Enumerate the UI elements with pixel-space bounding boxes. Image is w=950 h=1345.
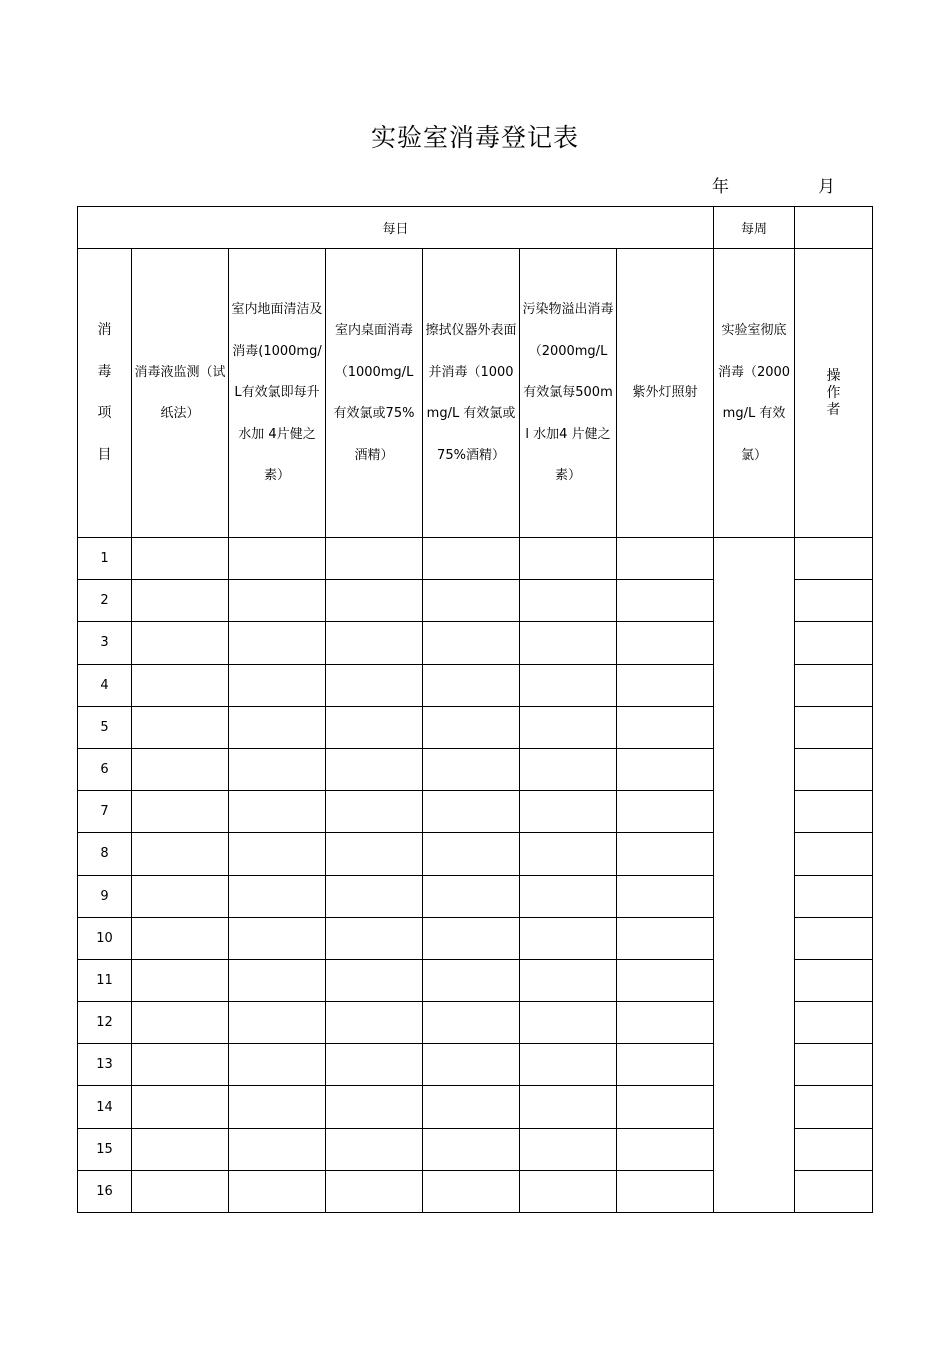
page-title: 实验室消毒登记表 (370, 123, 579, 152)
entry-cell[interactable] (520, 1044, 617, 1086)
row-number: 7 (78, 791, 132, 833)
header-weekly: 每周 (714, 207, 795, 249)
operator-cell[interactable] (795, 622, 873, 664)
row-number: 12 (78, 1002, 132, 1044)
entry-cell[interactable] (617, 664, 714, 706)
entry-cell[interactable] (423, 664, 520, 706)
operator-cell[interactable] (795, 791, 873, 833)
row-number: 4 (78, 664, 132, 706)
row-number: 6 (78, 748, 132, 790)
entry-cell[interactable] (617, 791, 714, 833)
operator-cell[interactable] (795, 748, 873, 790)
year-label: 年 (712, 177, 729, 197)
header-col-4: 擦拭仪器外表面并消毒（1000mg/L 有效氯或75%酒精） (423, 249, 520, 538)
entry-cell[interactable] (617, 1170, 714, 1212)
entry-cell[interactable] (423, 875, 520, 917)
entry-cell[interactable] (132, 1086, 229, 1128)
entry-cell[interactable] (520, 959, 617, 1001)
entry-cell[interactable] (423, 748, 520, 790)
entry-cell[interactable] (326, 1128, 423, 1170)
entry-cell[interactable] (326, 580, 423, 622)
operator-cell[interactable] (795, 1044, 873, 1086)
header-col-5: 污染物溢出消毒（2000mg/L 有效氯每500ml 水加4 片健之素） (520, 249, 617, 538)
operator-cell[interactable] (795, 706, 873, 748)
entry-cell[interactable] (132, 833, 229, 875)
entry-cell[interactable] (326, 538, 423, 580)
operator-cell[interactable] (795, 1128, 873, 1170)
entry-cell[interactable] (617, 833, 714, 875)
row-number: 2 (78, 580, 132, 622)
entry-cell[interactable] (520, 538, 617, 580)
row-number: 13 (78, 1044, 132, 1086)
entry-cell[interactable] (132, 917, 229, 959)
entry-cell[interactable] (326, 664, 423, 706)
entry-cell[interactable] (617, 538, 714, 580)
entry-cell[interactable] (229, 959, 326, 1001)
entry-cell[interactable] (229, 580, 326, 622)
header-col-1: 消毒液监测（试纸法） (132, 249, 229, 538)
entry-cell[interactable] (520, 917, 617, 959)
entry-cell[interactable] (423, 580, 520, 622)
operator-cell[interactable] (795, 580, 873, 622)
entry-cell[interactable] (229, 1128, 326, 1170)
entry-cell[interactable] (229, 833, 326, 875)
entry-cell[interactable] (229, 538, 326, 580)
entry-cell[interactable] (423, 706, 520, 748)
row-number: 1 (78, 538, 132, 580)
row-number: 15 (78, 1128, 132, 1170)
entry-cell[interactable] (326, 1002, 423, 1044)
entry-cell[interactable] (132, 538, 229, 580)
disinfection-register-table (77, 206, 873, 1213)
entry-cell[interactable] (520, 580, 617, 622)
entry-cell[interactable] (326, 791, 423, 833)
entry-cell[interactable] (326, 748, 423, 790)
header-operator: 操作者 (795, 249, 873, 538)
entry-cell[interactable] (229, 1044, 326, 1086)
entry-cell[interactable] (229, 706, 326, 748)
entry-cell[interactable] (132, 1044, 229, 1086)
entry-cell[interactable] (520, 748, 617, 790)
operator-cell[interactable] (795, 664, 873, 706)
entry-cell[interactable] (326, 1044, 423, 1086)
entry-cell[interactable] (326, 622, 423, 664)
entry-cell[interactable] (423, 538, 520, 580)
entry-cell[interactable] (132, 706, 229, 748)
entry-cell[interactable] (520, 1170, 617, 1212)
entry-cell[interactable] (520, 622, 617, 664)
entry-cell[interactable] (132, 622, 229, 664)
row-number: 5 (78, 706, 132, 748)
entry-cell[interactable] (132, 1002, 229, 1044)
entry-cell[interactable] (326, 1170, 423, 1212)
operator-cell[interactable] (795, 917, 873, 959)
entry-cell[interactable] (617, 1044, 714, 1086)
entry-cell[interactable] (326, 917, 423, 959)
entry-cell[interactable] (520, 1128, 617, 1170)
operator-cell[interactable] (795, 538, 873, 580)
entry-cell[interactable] (617, 1002, 714, 1044)
entry-cell[interactable] (423, 833, 520, 875)
entry-cell[interactable] (229, 791, 326, 833)
entry-cell[interactable] (132, 1128, 229, 1170)
row-number: 10 (78, 917, 132, 959)
header-col-3: 室内桌面消毒（1000mg/L 有效氯或75%酒精） (326, 249, 423, 538)
row-number: 9 (78, 875, 132, 917)
entry-cell[interactable] (423, 791, 520, 833)
entry-cell[interactable] (520, 664, 617, 706)
operator-cell[interactable] (795, 833, 873, 875)
row-number: 16 (78, 1170, 132, 1212)
entry-cell[interactable] (617, 622, 714, 664)
entry-cell[interactable] (132, 664, 229, 706)
row-number: 11 (78, 959, 132, 1001)
entry-cell[interactable] (617, 959, 714, 1001)
entry-cell[interactable] (132, 959, 229, 1001)
entry-cell[interactable] (229, 1170, 326, 1212)
entry-cell[interactable] (423, 1128, 520, 1170)
row-number: 14 (78, 1086, 132, 1128)
header-blank (795, 207, 873, 249)
table-row (78, 538, 873, 580)
entry-cell[interactable] (229, 875, 326, 917)
entry-cell[interactable] (326, 833, 423, 875)
entry-cell[interactable] (229, 1002, 326, 1044)
entry-cell[interactable] (132, 1170, 229, 1212)
entry-cell[interactable] (520, 1086, 617, 1128)
operator-cell[interactable] (795, 959, 873, 1001)
entry-cell[interactable] (617, 580, 714, 622)
entry-cell[interactable] (617, 875, 714, 917)
operator-cell[interactable] (795, 1170, 873, 1212)
entry-cell[interactable] (617, 706, 714, 748)
entry-cell[interactable] (423, 1044, 520, 1086)
entry-cell[interactable] (617, 1086, 714, 1128)
entry-cell[interactable] (520, 791, 617, 833)
entry-cell[interactable] (617, 748, 714, 790)
entry-cell[interactable] (229, 917, 326, 959)
entry-cell[interactable] (520, 875, 617, 917)
entry-cell[interactable] (326, 875, 423, 917)
entry-cell[interactable] (423, 1086, 520, 1128)
entry-cell[interactable] (326, 1086, 423, 1128)
entry-cell[interactable] (132, 791, 229, 833)
entry-cell[interactable] (229, 622, 326, 664)
operator-cell[interactable] (795, 1086, 873, 1128)
operator-cell[interactable] (795, 1002, 873, 1044)
entry-cell[interactable] (132, 580, 229, 622)
header-col-7: 实验室彻底消毒（2000mg/L 有效氯） (714, 249, 795, 538)
header-col-6: 紫外灯照射 (617, 249, 714, 538)
register-rows (78, 538, 873, 1213)
weekly-entry-cell[interactable] (714, 538, 795, 1213)
row-number: 8 (78, 833, 132, 875)
entry-cell[interactable] (423, 1170, 520, 1212)
row-number: 3 (78, 622, 132, 664)
entry-cell[interactable] (423, 622, 520, 664)
operator-cell[interactable] (795, 875, 873, 917)
entry-cell[interactable] (132, 748, 229, 790)
header-item: 消毒项目 (78, 249, 132, 538)
entry-cell[interactable] (423, 917, 520, 959)
entry-cell[interactable] (520, 1002, 617, 1044)
entry-cell[interactable] (132, 875, 229, 917)
entry-cell[interactable] (326, 706, 423, 748)
entry-cell[interactable] (423, 959, 520, 1001)
entry-cell[interactable] (423, 1002, 520, 1044)
entry-cell[interactable] (229, 748, 326, 790)
header-daily: 每日 (78, 207, 714, 249)
entry-cell[interactable] (326, 959, 423, 1001)
entry-cell[interactable] (229, 664, 326, 706)
month-label: 月 (818, 177, 835, 197)
entry-cell[interactable] (617, 1128, 714, 1170)
header-col-2: 室内地面清洁及消毒(1000mg/L有效氯即每升水加 4片健之素） (229, 249, 326, 538)
entry-cell[interactable] (520, 833, 617, 875)
entry-cell[interactable] (617, 917, 714, 959)
entry-cell[interactable] (229, 1086, 326, 1128)
entry-cell[interactable] (520, 706, 617, 748)
